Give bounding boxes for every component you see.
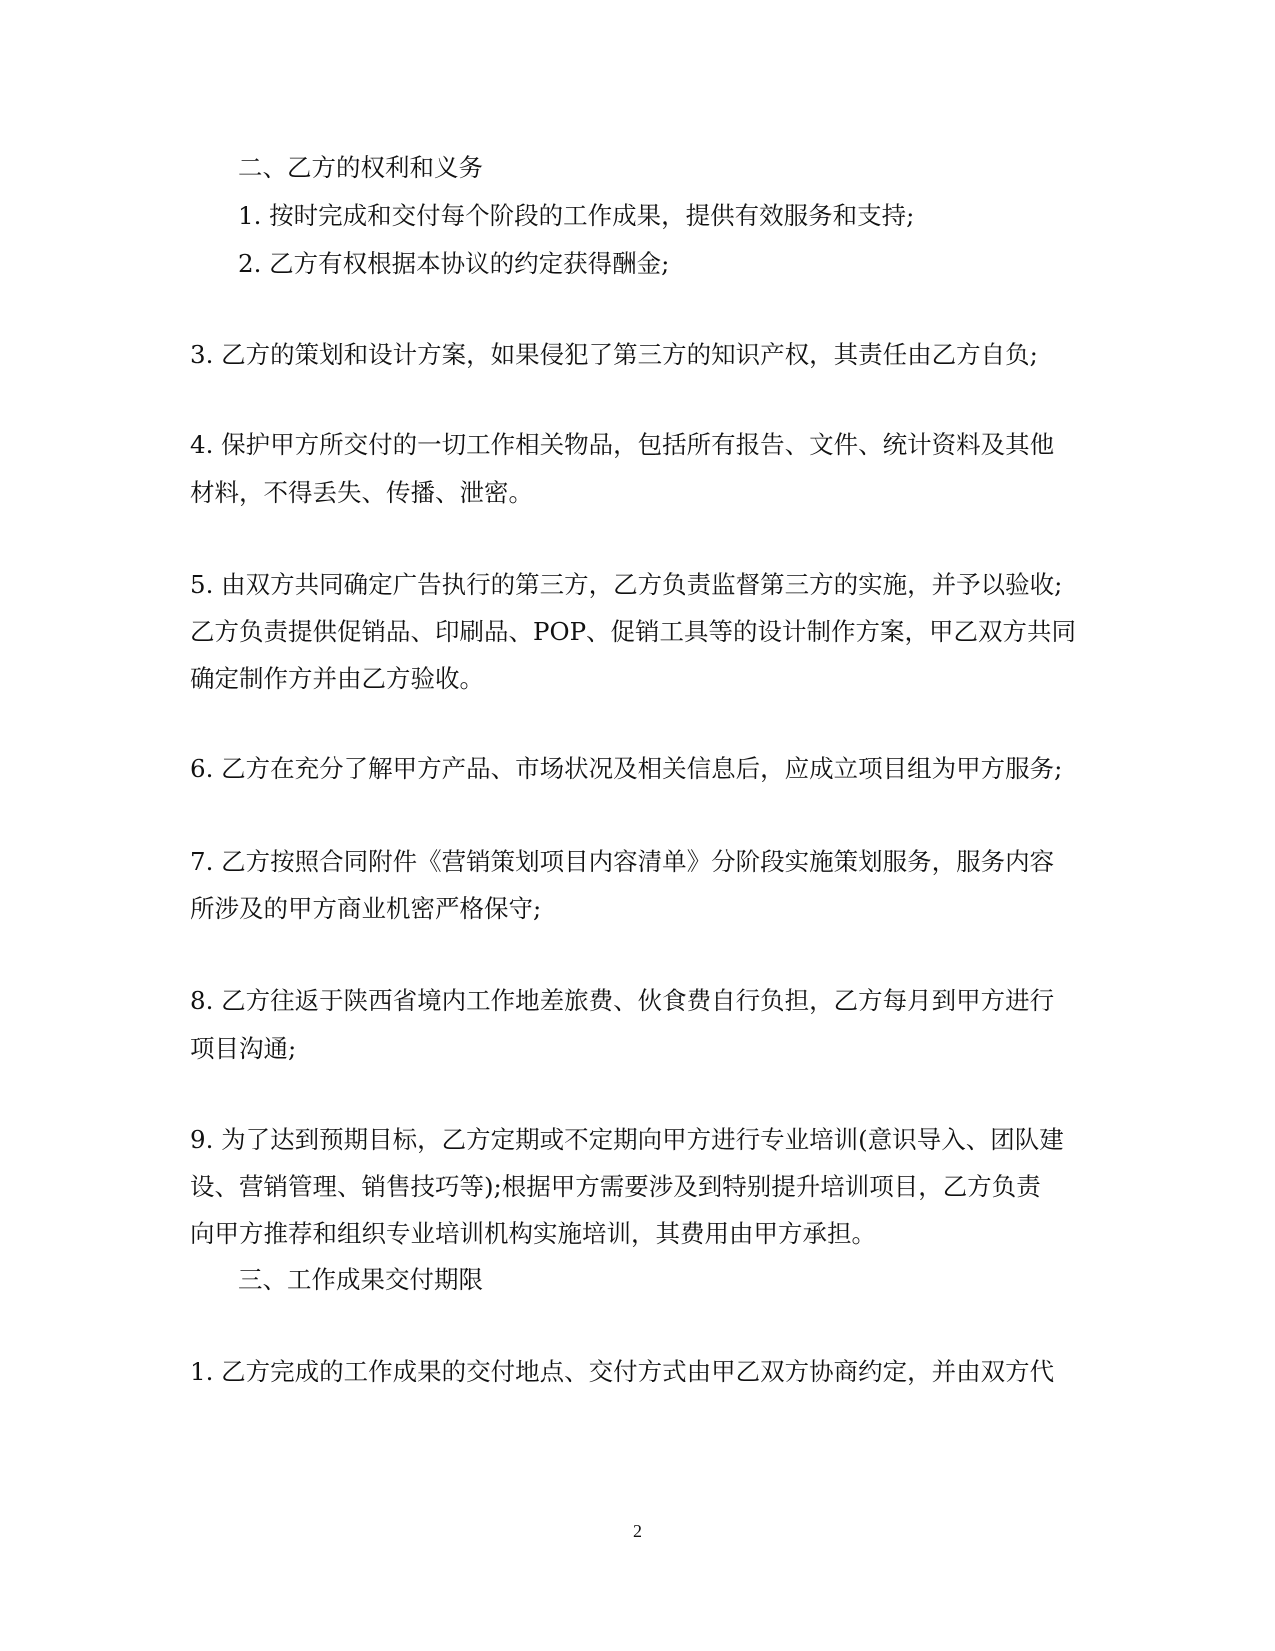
paragraph-line: 确定制作方并由乙方验收。 bbox=[190, 664, 484, 693]
section-heading: 二、乙方的权利和义务 bbox=[238, 153, 483, 182]
paragraph-line: 7. 乙方按照合同附件《营销策划项目内容清单》分阶段实施策划服务，服务内容 bbox=[190, 847, 1055, 876]
paragraph-line: 6. 乙方在充分了解甲方产品、市场状况及相关信息后，应成立项目组为甲方服务; bbox=[190, 754, 1063, 783]
paragraph-line: 2. 乙方有权根据本协议的约定获得酬金; bbox=[238, 249, 670, 278]
paragraph-line: 5. 由双方共同确定广告执行的第三方，乙方负责监督第三方的实施，并予以验收; bbox=[190, 570, 1063, 599]
paragraph-line: 8. 乙方往返于陕西省境内工作地差旅费、伙食费自行负担，乙方每月到甲方进行 bbox=[190, 986, 1055, 1015]
paragraph-line: 乙方负责提供促销品、印刷品、POP、促销工具等的设计制作方案，甲乙双方共同 bbox=[190, 617, 1077, 646]
paragraph-line: 1. 按时完成和交付每个阶段的工作成果，提供有效服务和支持; bbox=[238, 201, 915, 230]
paragraph-line: 1. 乙方完成的工作成果的交付地点、交付方式由甲乙双方协商约定，并由双方代 bbox=[190, 1357, 1055, 1386]
page-number: 2 bbox=[633, 1521, 642, 1541]
paragraph-line: 9. 为了达到预期目标，乙方定期或不定期向甲方进行专业培训(意识导入、团队建 bbox=[190, 1125, 1064, 1154]
paragraph-line: 所涉及的甲方商业机密严格保守; bbox=[190, 894, 542, 923]
paragraph-line: 4. 保护甲方所交付的一切工作相关物品，包括所有报告、文件、统计资料及其他 bbox=[190, 430, 1055, 459]
section-heading: 三、工作成果交付期限 bbox=[238, 1265, 483, 1294]
paragraph-line: 3. 乙方的策划和设计方案，如果侵犯了第三方的知识产权，其责任由乙方自负; bbox=[190, 340, 1038, 369]
paragraph-line: 设、营销管理、销售技巧等);根据甲方需要涉及到特别提升培训项目，乙方负责 bbox=[190, 1172, 1041, 1201]
paragraph-line: 向甲方推荐和组织专业培训机构实施培训，其费用由甲方承担。 bbox=[190, 1219, 876, 1248]
paragraph-line: 材料，不得丢失、传播、泄密。 bbox=[190, 478, 533, 507]
paragraph-line: 项目沟通; bbox=[190, 1034, 297, 1063]
